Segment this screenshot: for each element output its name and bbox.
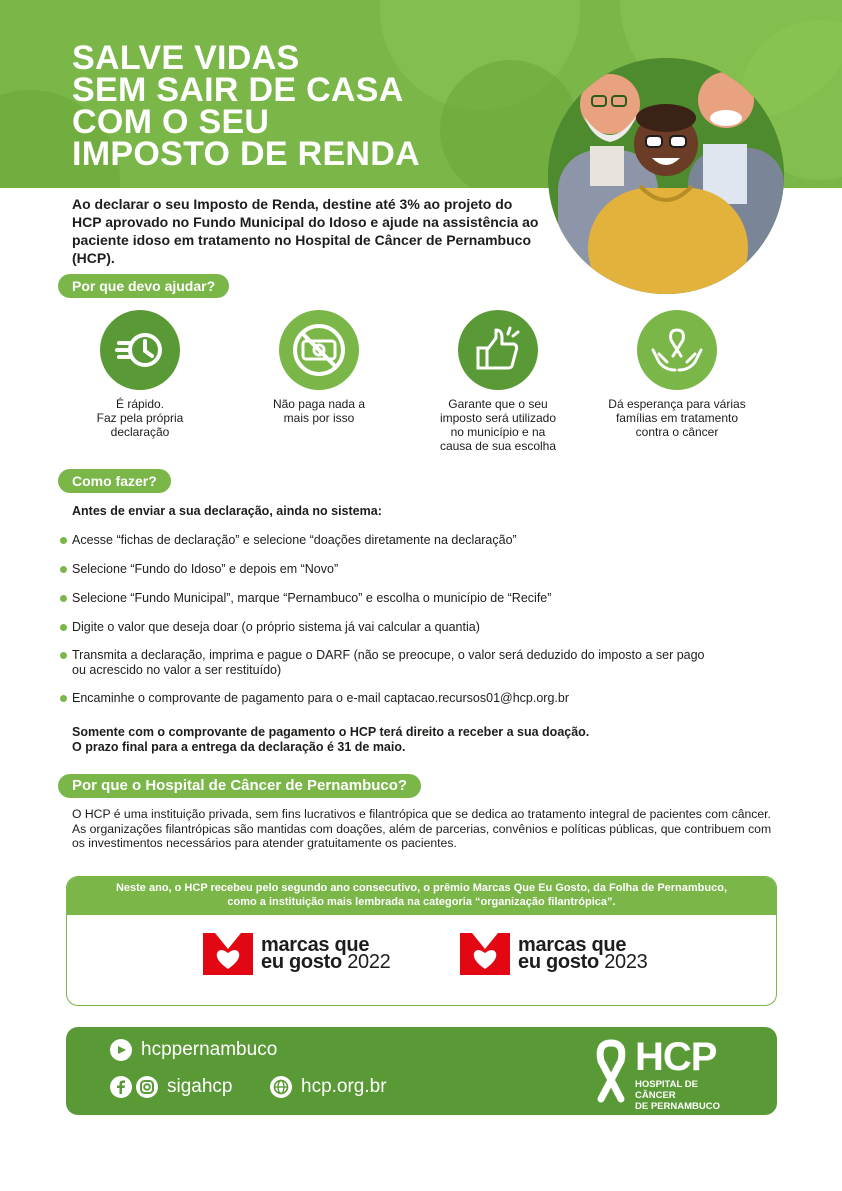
no-money-icon <box>279 310 359 390</box>
step-text: Digite o valor que deseja doar (o próprio sistema já vai calcular a quantia) <box>72 620 480 634</box>
ribbon-hands-icon <box>637 310 717 390</box>
social-handle: sigahcp <box>167 1076 233 1097</box>
brand-line: marcas que <box>518 934 627 956</box>
elderly-people-illustration <box>548 58 784 294</box>
award-line: como a instituição mais lembrada na categoria “organização filantrópica”. <box>227 896 616 908</box>
social-link[interactable] <box>110 1076 233 1098</box>
title-line: SEM SAIR DE CASA <box>72 71 404 109</box>
brand-line: marcas que <box>261 934 370 956</box>
step-text: Selecione “Fundo do Idoso” e depois em “Novo” <box>72 562 339 576</box>
award-brand-2023 <box>460 933 648 975</box>
award-line: Neste ano, o HCP recebeu pelo segundo ano consecutivo, o prêmio Marcas Que Eu Gosto, da Folha de Pernambuco, <box>115 882 728 894</box>
youtube-link[interactable] <box>110 1039 277 1061</box>
youtube-handle: hcppernambuco <box>141 1039 278 1060</box>
step-item <box>60 533 740 548</box>
title-line: IMPOSTO DE RENDA <box>72 135 420 173</box>
hcp-logo-sub <box>635 1079 741 1112</box>
brand-words <box>518 934 648 973</box>
reason-item <box>239 310 399 425</box>
brand-words <box>261 934 391 973</box>
reason-text: Não paga nada a mais por isso <box>272 397 366 425</box>
step-text: Transmita a declaração, imprima e pague o DARF (não se preocupe, o valor será deduzido do imposto a ser pago ou acrescido no valor a ser restituído) <box>72 648 705 677</box>
bullet-dot <box>60 652 67 659</box>
steps-intro: Antes de enviar a sua declaração, ainda no sistema: <box>72 504 382 518</box>
step-item <box>60 591 740 606</box>
step-text: Acesse “fichas de declaração” e selecione “doações diretamente na declaração” <box>72 533 517 547</box>
logo-sub-line: HOSPITAL DE CÂNCER <box>635 1079 698 1101</box>
step-item <box>60 562 740 577</box>
hospital-description: O HCP é uma instituição privada, sem fins lucrativos e filantrópica que se dedica ao tratamento integral de pacientes com câncer. As organizações filantrópicas são mantidas com doações, além de parcerias, convênios e políticas públicas, que contribuem com os investimentos necessários para atender gratuitamente os pacientes. <box>72 807 772 850</box>
reason-text: Dá esperança para várias famílias em tratamento contra o câncer <box>608 397 746 439</box>
title-line: SALVE VIDAS <box>72 39 300 77</box>
step-item <box>60 620 740 635</box>
bullet-dot <box>60 566 67 573</box>
youtube-icon <box>110 1039 132 1061</box>
brand-line: eu gosto <box>518 951 599 973</box>
award-box <box>66 876 777 1006</box>
bullet-dot <box>60 537 67 544</box>
marcas-que-eu-gosto-logo <box>460 933 510 975</box>
brand-line: eu gosto <box>261 951 342 973</box>
website-link[interactable] <box>270 1076 387 1098</box>
brand-year: 2022 <box>347 951 391 973</box>
reason-item <box>418 310 578 453</box>
brand-year: 2023 <box>604 951 648 973</box>
reason-text: É rápido. Faz pela própria declaração <box>96 397 184 439</box>
hospital-heading: Por que o Hospital de Câncer de Pernambuco? <box>58 774 421 798</box>
reason-text: Garante que o seu imposto será utilizado no município e na causa de sua escolha <box>439 397 557 453</box>
intro-text: Ao declarar o seu Imposto de Renda, destine até 3% ao projeto do HCP aprovado no Fundo Municipal do Idoso e ajude na assistência ao paciente idoso em tratamento no Hospital de Câncer de Pernambuco (HCP). <box>72 196 539 266</box>
award-text <box>67 877 776 915</box>
bullet-dot <box>60 624 67 631</box>
bullet-dot <box>60 695 67 702</box>
hcp-logo <box>591 1035 741 1112</box>
facebook-icon <box>110 1076 132 1098</box>
deadline-note <box>72 725 712 755</box>
footer-bar <box>66 1027 777 1115</box>
clock-fast-icon <box>100 310 180 390</box>
award-brand-2022 <box>203 933 391 975</box>
website-url: hcp.org.br <box>301 1076 387 1097</box>
thumbs-up-icon <box>458 310 538 390</box>
note-line: Somente com o comprovante de pagamento o HCP terá direito a receber a sua doação. <box>72 725 590 739</box>
why-heading: Por que devo ajudar? <box>58 274 229 298</box>
page-title <box>72 39 512 173</box>
globe-icon <box>270 1076 292 1098</box>
how-heading: Como fazer? <box>58 469 171 493</box>
step-item <box>60 648 720 677</box>
step-text: Encaminhe o comprovante de pagamento para o e-mail captacao.recursos01@hcp.org.br <box>72 691 569 705</box>
marcas-que-eu-gosto-logo <box>203 933 253 975</box>
bullet-dot <box>60 595 67 602</box>
reason-item <box>60 310 220 439</box>
instagram-icon <box>136 1076 158 1098</box>
note-line: O prazo final para a entrega da declaração é 31 de maio. <box>72 740 406 754</box>
reason-item <box>597 310 757 439</box>
logo-sub-line: DE PERNAMBUCO <box>635 1101 720 1112</box>
title-line: COM O SEU <box>72 103 270 141</box>
hcp-logo-text: HCP <box>635 1035 717 1079</box>
step-item <box>60 691 740 706</box>
step-text: Selecione “Fundo Municipal”, marque “Pernambuco” e escolha o município de “Recife” <box>72 591 552 605</box>
